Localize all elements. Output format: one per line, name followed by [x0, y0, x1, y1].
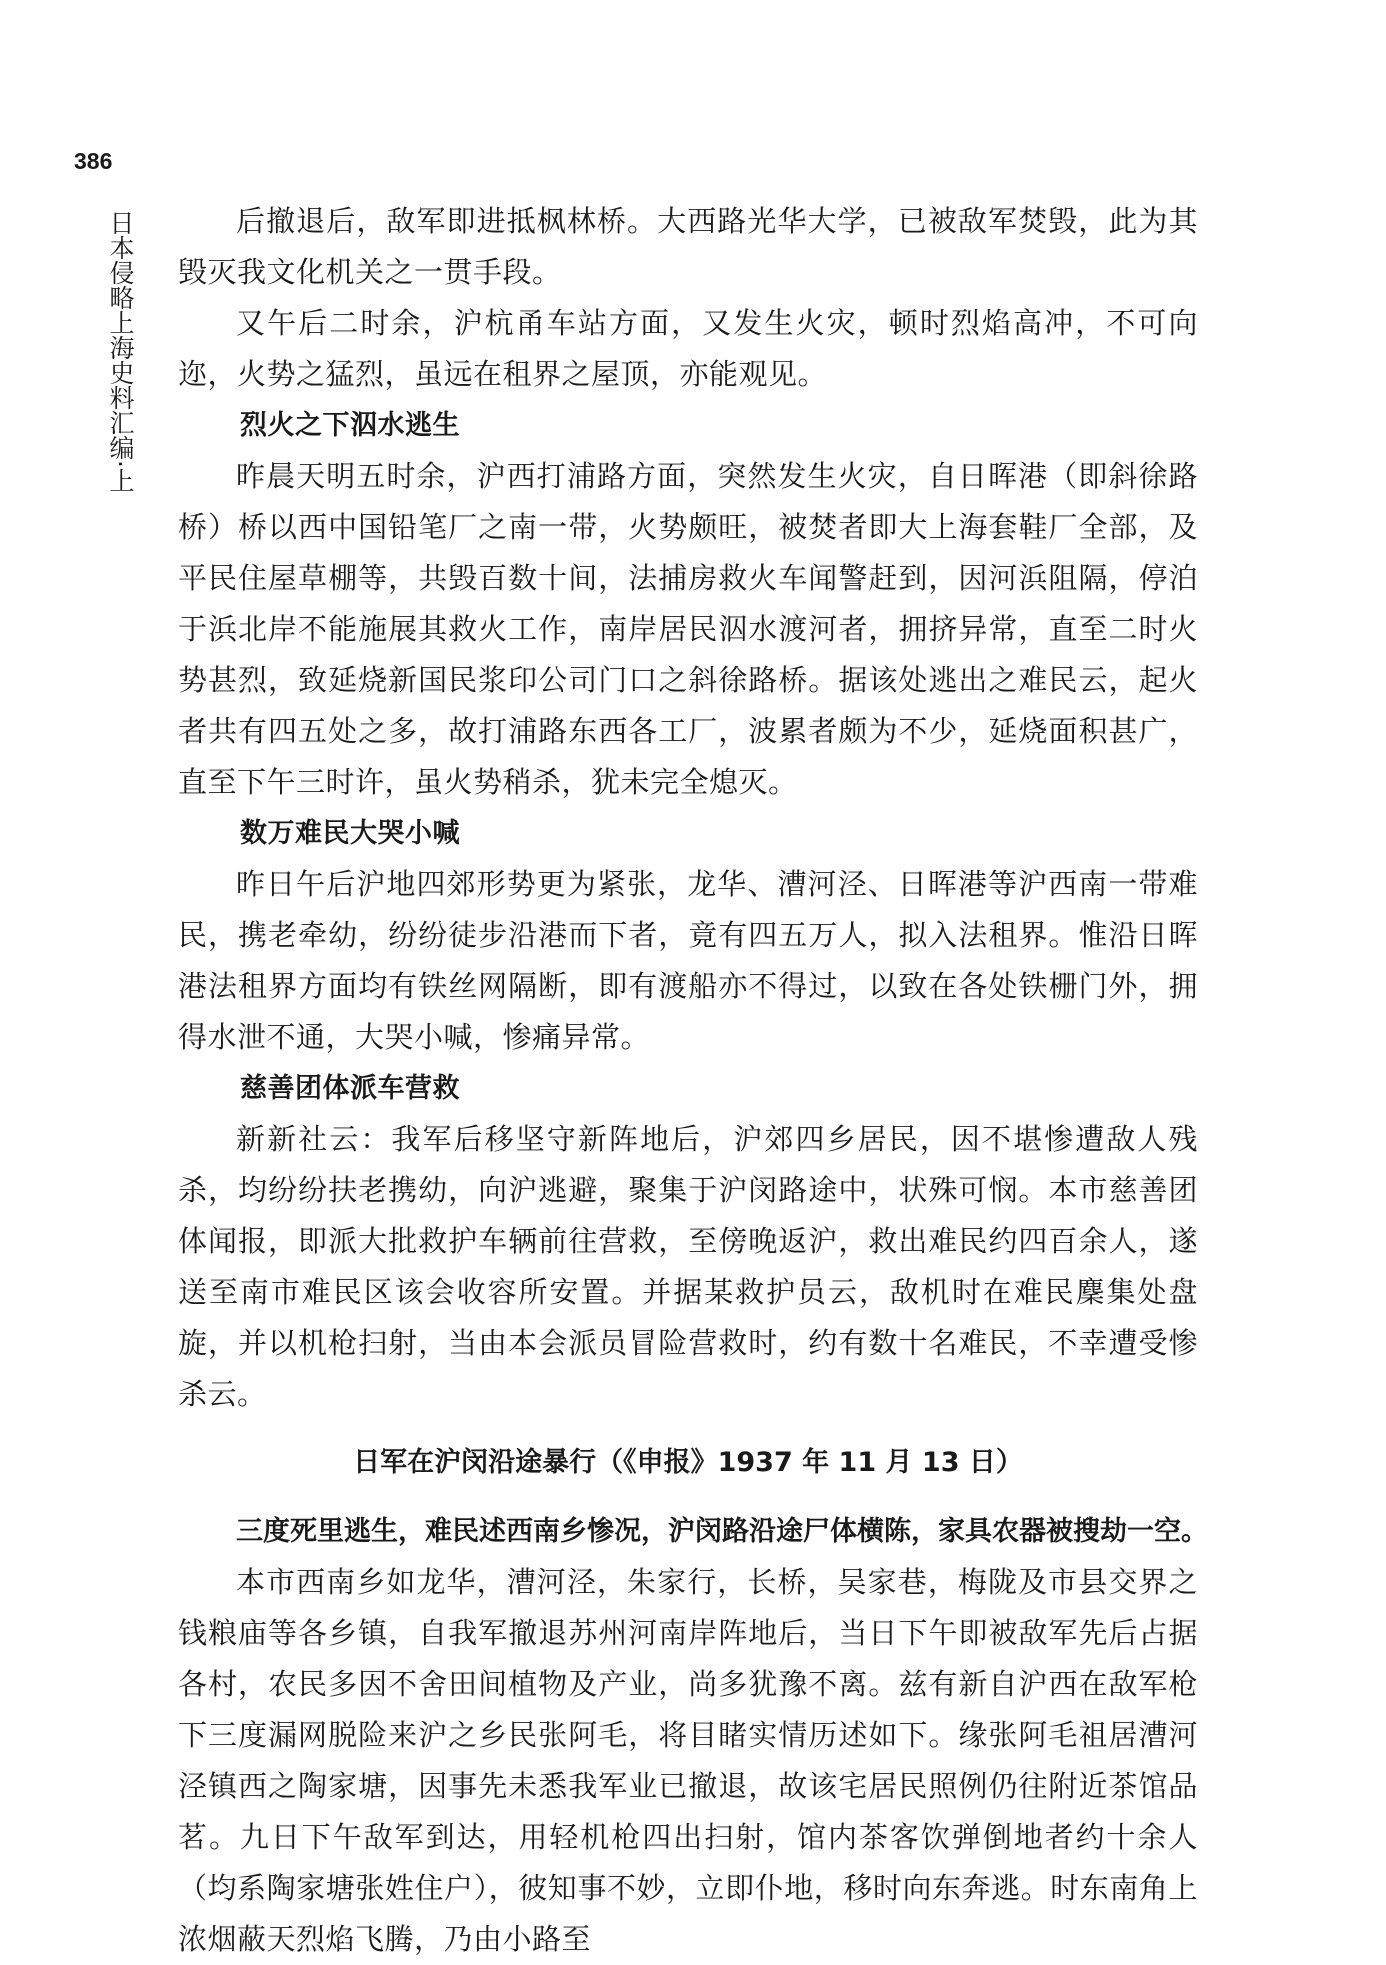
section-heading: 数万难民大哭小喊	[240, 818, 460, 849]
page-body	[178, 196, 1208, 1965]
paragraph: 又午后二时余，沪杭甬车站方面，又发生火灾，顿时烈焰高冲，不可向迩，火势之猛烈，虽远在租界之屋顶，亦能观见。	[178, 306, 1198, 391]
page-number: 386	[74, 148, 113, 174]
section-heading: 烈火之下泅水逃生	[240, 410, 460, 441]
article-lead: 三度死里逃生，难民述西南乡惨况，沪闵路沿途尸体横陈，家具农器被搜劫一空。	[236, 1516, 1208, 1547]
section-body: 新新社云：我军后移坚守新阵地后，沪郊四乡居民，因不堪惨遭敌人残杀，均纷纷扶老携幼，向沪逃避，聚集于沪闵路途中，状殊可悯。本市慈善团体闻报，即派大批救护车辆前往营救，至傍晚返沪，救出难民约四百余人，遂送至南市难民区该会收容所安置。并据某救护员云，敌机时在难民麇集处盘旋，并以机枪扫射，当由本会派员冒险营救时，约有数十名难民，不幸遭受惨杀云。	[178, 1122, 1198, 1411]
section-body: 昨晨天明五时余，沪西打浦路方面，突然发生火灾，自日晖港（即斜徐路桥）桥以西中国铅笔厂之南一带，火势颇旺，被焚者即大上海套鞋厂全部，及平民住屋草棚等，共毁百数十间，法捕房救火车闻警赶到，因河浜阻隔，停泊于浜北岸不能施展其救火工作，南岸居民泅水渡河者，拥挤异常，直至二时火势甚烈，致延烧新国民浆印公司门口之斜徐路桥。据该处逃出之难民云，起火者共有四五处之多，故打浦路东西各工厂，波累者颇为不少，延烧面积甚广，直至下午三时许，虽火势稍杀，犹未完全熄灭。	[178, 459, 1198, 799]
section-body: 昨日午后沪地四郊形势更为紧张，龙华、漕河泾、日晖港等沪西南一带难民，携老牵幼，纷纷徒步沿港而下者，竟有四五万人，拟入法租界。惟沿日晖港法租界方面均有铁丝网隔断，即有渡船亦不得过，以致在各处铁栅门外，拥得水泄不通，大哭小喊，惨痛异常。	[178, 867, 1198, 1054]
article-title: 日军在沪闵沿途暴行（《申报》1937 年 11 月 13 日）	[353, 1447, 1023, 1478]
running-head: 日本侵略上海史料汇编·上	[106, 210, 135, 493]
section-heading: 慈善团体派车营救	[240, 1073, 460, 1104]
article-body: 本市西南乡如龙华，漕河泾，朱家行，长桥，吴家巷，梅陇及市县交界之钱粮庙等各乡镇，自我军撤退苏州河南岸阵地后，当日下午即被敌军先后占据各村，农民多因不舍田间植物及产业，尚多犹豫不离。兹有新自沪西在敌军枪下三度漏网脱险来沪之乡民张阿毛，将目睹实情历述如下。缘张阿毛祖居漕河泾镇西之陶家塘，因事先未悉我军业已撤退，故该宅居民照例仍往附近茶馆品茗。九日下午敌军到达，用轻机枪四出扫射，馆内茶客饮弹倒地者约十余人（均系陶家塘张姓住户），彼知事不妙，立即仆地，移时向东奔逃。时东南角上浓烟蔽天烈焰飞腾，乃由小路至	[178, 1565, 1198, 1956]
paragraph-continued: 后撤退后，敌军即进抵枫林桥。大西路光华大学，已被敌军焚毁，此为其毁灭我文化机关之一贯手段。	[178, 204, 1198, 289]
